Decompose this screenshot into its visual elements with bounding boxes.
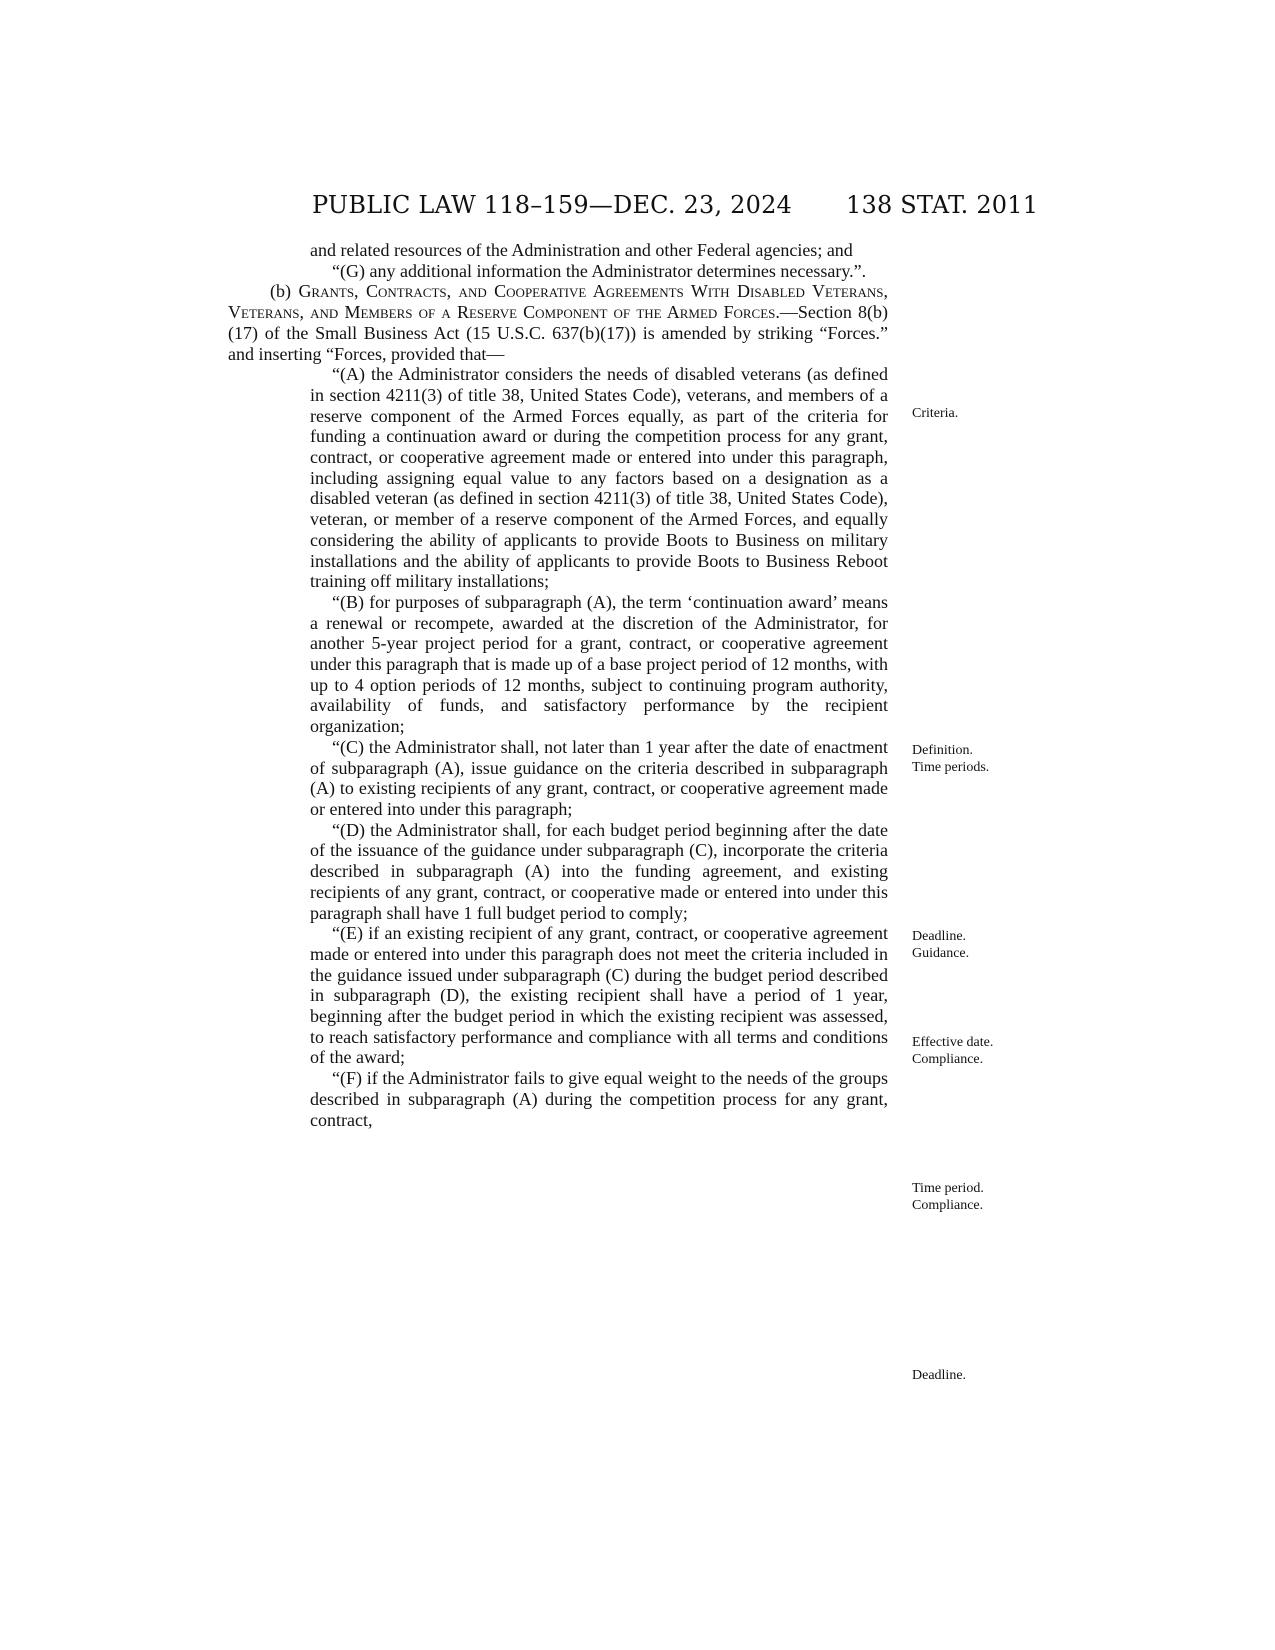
subparagraph-c: “(C) the Administrator shall, not later than 1 year after the date of enactment of subparagraph (A), issue guidance on the criteria described in subparagraph (A) to existing recipients of any grant, contract, or cooperative agreement made or entered into under this paragraph; (310, 736, 888, 819)
subparagraph-f: “(F) if the Administrator fails to give equal weight to the needs of the groups described in subparagraph (A) during the competition process for any grant, contract, (310, 1068, 888, 1130)
margin-note-time-periods: Time periods. (912, 760, 990, 775)
page-header (0, 185, 1275, 225)
margin-note-effective-date: Effective date. (912, 1035, 994, 1050)
margin-note-deadline-f: Deadline. (912, 1368, 967, 1383)
margin-note-time-period: Time period. (912, 1181, 984, 1196)
continued-text: and related resources of the Administration and other Federal agencies; and (310, 240, 853, 260)
subparagraph-g: “(G) any additional information the Administrator determines necessary.”. (332, 260, 867, 281)
public-law-citation: PUBLIC LAW 118–159—DEC. 23, 2024 (312, 191, 793, 219)
margin-note-guidance: Guidance. (912, 946, 970, 961)
statute-page-number: 138 STAT. 2011 (846, 191, 1039, 219)
subsection-b-heading: Grants, Contracts, and Cooperative Agreements With Disabled Veterans, Veterans, and Members of a Reserve Component of the Armed Forces. (228, 281, 888, 323)
subsection-b-label: (b) (270, 281, 299, 302)
margin-note-compliance-e: Compliance. (912, 1198, 984, 1213)
statute-body (228, 240, 888, 1130)
margin-note-definition: Definition. (912, 743, 974, 758)
subparagraph-e: “(E) if an existing recipient of any grant, contract, or cooperative agreement made or entered into under this paragraph does not meet the criteria included in the guidance issued under subparagraph (C) during the budget period described in subparagraph (D), the existing recipient shall have a period of 1 year, beginning after the budget period in which the existing recipient was assessed, to reach satisfactory performance and compliance with all terms and conditions of the award; (310, 923, 888, 1068)
subsection-b (228, 281, 888, 364)
subparagraph-d: “(D) the Administrator shall, for each budget period beginning after the date of the issuance of the guidance under subparagraph (C), incorporate the criteria described in subparagraph (A) into the funding agreement, and existing recipients of any grant, contract, or cooperative made or entered into under this paragraph shall have 1 full budget period to comply; (310, 819, 888, 923)
margin-note-compliance-d: Compliance. (912, 1052, 984, 1067)
subparagraph-b: “(B) for purposes of subparagraph (A), the term ‘continuation award’ means a renewal or recompete, awarded at the discretion of the Administrator, for another 5-year project period for a grant, contract, or cooperative agreement under this paragraph that is made up of a base project period of 12 months, with up to 4 option periods of 12 months, subject to continuing program authority, availability of funds, and satisfactory performance by the recipient organization; (310, 591, 888, 737)
subparagraph-a: “(A) the Administrator considers the needs of disabled veterans (as defined in section 4211(3) of title 38, United States Code), veterans, and members of a reserve component of the Armed Forces equally, as part of the criteria for funding a continuation award or during the competition process for any grant, contract, or cooperative agreement made or entered into under this paragraph, including assigning equal value to any factors based on a designation as a disabled veteran (as defined in section 4211(3) of title 38, United States Code), veteran, or member of a reserve component of the Armed Forces, and equally considering the ability of applicants to provide Boots to Business on military installations and the ability of applicants to provide Boots to Business Reboot training off military installations; (310, 364, 888, 592)
margin-note-criteria: Criteria. (912, 406, 959, 421)
subsection-b-text: —Section 8(b)(17) of the Small Business Act (15 U.S.C. 637(b)(17)) is amended by striking “Forces.” and inserting “Forces, provided that— (228, 302, 889, 364)
margin-note-deadline-c: Deadline. (912, 929, 967, 944)
